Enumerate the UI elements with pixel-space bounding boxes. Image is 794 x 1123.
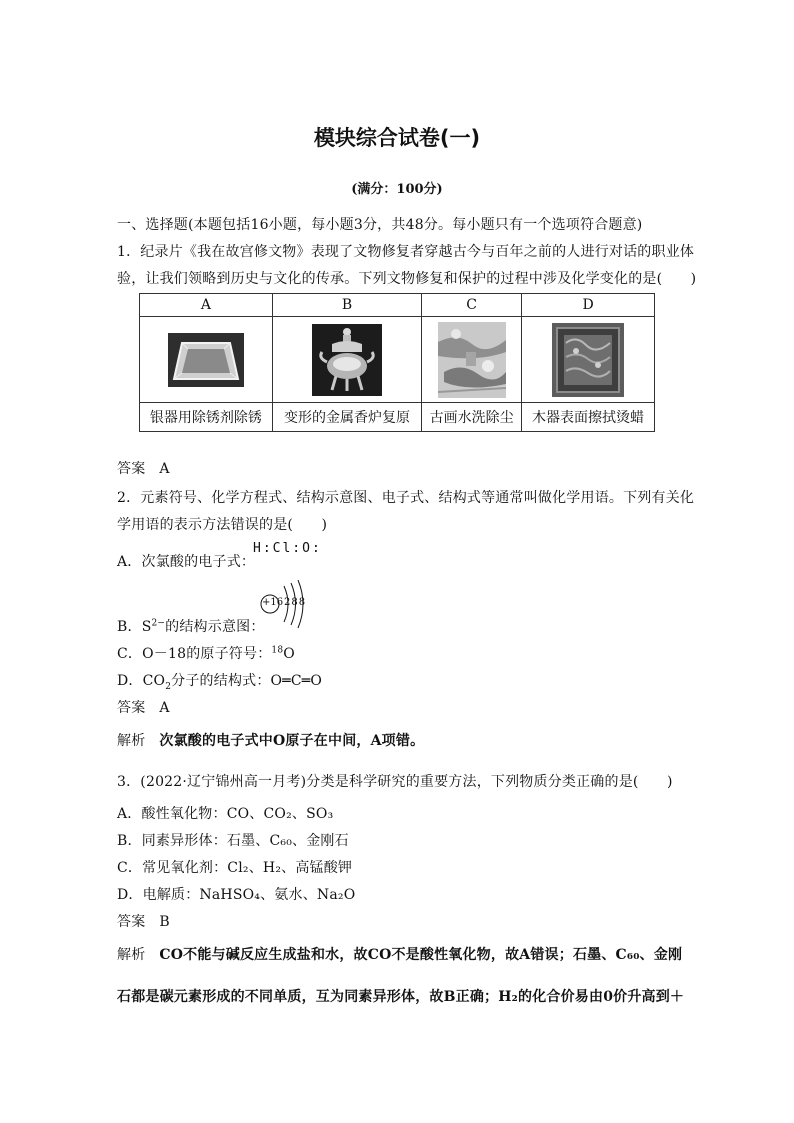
choice-header-a: A bbox=[140, 294, 273, 317]
choice-caption-b: 变形的金属香炉复原 bbox=[272, 403, 421, 432]
answer-label: 答案 bbox=[117, 914, 146, 930]
atom-nucleus-label: +16 bbox=[262, 597, 284, 608]
q3-option-d: D．电解质：NaHSO₄、氨水、Na₂O bbox=[117, 887, 356, 903]
q3-analysis-line2: 石都是碳元素形成的不同单质，互为同素异形体，故B正确；H₂的化合价易由0价升高到＋ bbox=[117, 989, 685, 1005]
q2-answer bbox=[117, 697, 170, 717]
choice-image-b-cell bbox=[272, 317, 421, 403]
q2-option-d bbox=[117, 670, 322, 692]
option-c-text: C．O－18的原子符号： bbox=[117, 646, 272, 662]
analysis-text: 次氯酸的电子式中O原子在中间，A项错。 bbox=[159, 733, 425, 749]
answer-value: A bbox=[159, 461, 170, 477]
score-note: (满分：100分) bbox=[351, 182, 443, 197]
choice-caption-d: 木器表面擦拭烫蜡 bbox=[522, 403, 655, 432]
q3-option-b: B．同素异形体：石墨、C₆₀、金刚石 bbox=[117, 833, 349, 849]
q3-option-c: C．常见氧化剂：Cl₂、H₂、高锰酸钾 bbox=[117, 860, 353, 876]
q1-answer bbox=[117, 458, 170, 478]
incense-burner-image bbox=[312, 324, 382, 396]
wooden-carving-image bbox=[552, 323, 624, 397]
choice-caption-a: 银器用除锈剂除锈 bbox=[140, 403, 273, 432]
choice-image-d-cell bbox=[522, 317, 655, 403]
q2-stem-line1: 2．元素符号、化学方程式、结构示意图、电子式、结构式等通常叫做化学用语。下列有关化 bbox=[117, 490, 695, 506]
answer-label: 答案 bbox=[117, 461, 146, 477]
option-c-mass-number: 18 bbox=[271, 645, 284, 656]
option-b-prefix: B．S bbox=[117, 619, 152, 635]
choice-header-b: B bbox=[272, 294, 421, 317]
analysis-text: CO不能与碱反应生成盐和水，故CO不是酸性氧化物，故A错误；石墨、C₆₀、金刚 bbox=[159, 947, 683, 963]
q3-answer bbox=[117, 911, 170, 931]
analysis-label: 解析 bbox=[117, 733, 146, 749]
ancient-painting-image bbox=[438, 322, 506, 398]
q1-stem-line1: 1．纪录片《我在故宫修文物》表现了文物修复者穿越古今与百年之前的人进行对话的职业体 bbox=[117, 244, 695, 260]
choice-image-c-cell bbox=[422, 317, 522, 403]
option-d-prefix: D．CO bbox=[117, 673, 166, 689]
choice-header-c: C bbox=[422, 294, 522, 317]
q2-option-b bbox=[117, 616, 265, 636]
section-heading: 一、选择题(本题包括16小题，每小题3分，共48分。每小题只有一个选项符合题意) bbox=[117, 217, 643, 233]
answer-label: 答案 bbox=[117, 700, 146, 716]
option-c-symbol: O bbox=[283, 646, 295, 662]
q1-choice-table bbox=[139, 293, 655, 432]
atom-shell-electrons: 288 bbox=[284, 597, 307, 608]
choice-caption-c: 古画水洗除尘 bbox=[422, 403, 522, 432]
analysis-label: 解析 bbox=[117, 947, 146, 963]
q3-stem: 3．(2022·辽宁锦州高一月考)分类是科学研究的重要方法，下列物质分类正确的是( ) bbox=[117, 774, 673, 790]
q2-stem-line2: 学用语的表示方法错误的是( ) bbox=[117, 517, 328, 533]
page-title: 模块综合试卷(一) bbox=[313, 126, 481, 150]
q3-option-a: A．酸性氧化物：CO、CO₂、SO₃ bbox=[117, 806, 334, 822]
option-d-subscript: 2 bbox=[165, 681, 172, 692]
option-b-charge: 2− bbox=[151, 618, 166, 629]
hclo-electron-formula: H:Cl:O: bbox=[253, 541, 322, 556]
answer-value: B bbox=[159, 914, 170, 930]
option-d-suffix: 分子的结构式：O═C═O bbox=[171, 673, 323, 689]
choice-image-a-cell bbox=[140, 317, 273, 403]
q3-analysis-line1 bbox=[117, 944, 682, 964]
option-b-suffix: 的结构示意图： bbox=[165, 619, 265, 635]
option-a-text: A．次氯酸的电子式： bbox=[117, 554, 256, 570]
q2-analysis bbox=[117, 730, 424, 750]
q2-option-a bbox=[117, 551, 255, 571]
q2-option-c bbox=[117, 643, 295, 663]
choice-header-d: D bbox=[522, 294, 655, 317]
silver-box-image bbox=[168, 333, 244, 387]
answer-value: A bbox=[159, 700, 170, 716]
q1-stem-line2: 验，让我们领略到历史与文化的传承。下列文物修复和保护的过程中涉及化学变化的是( ) bbox=[117, 271, 697, 287]
